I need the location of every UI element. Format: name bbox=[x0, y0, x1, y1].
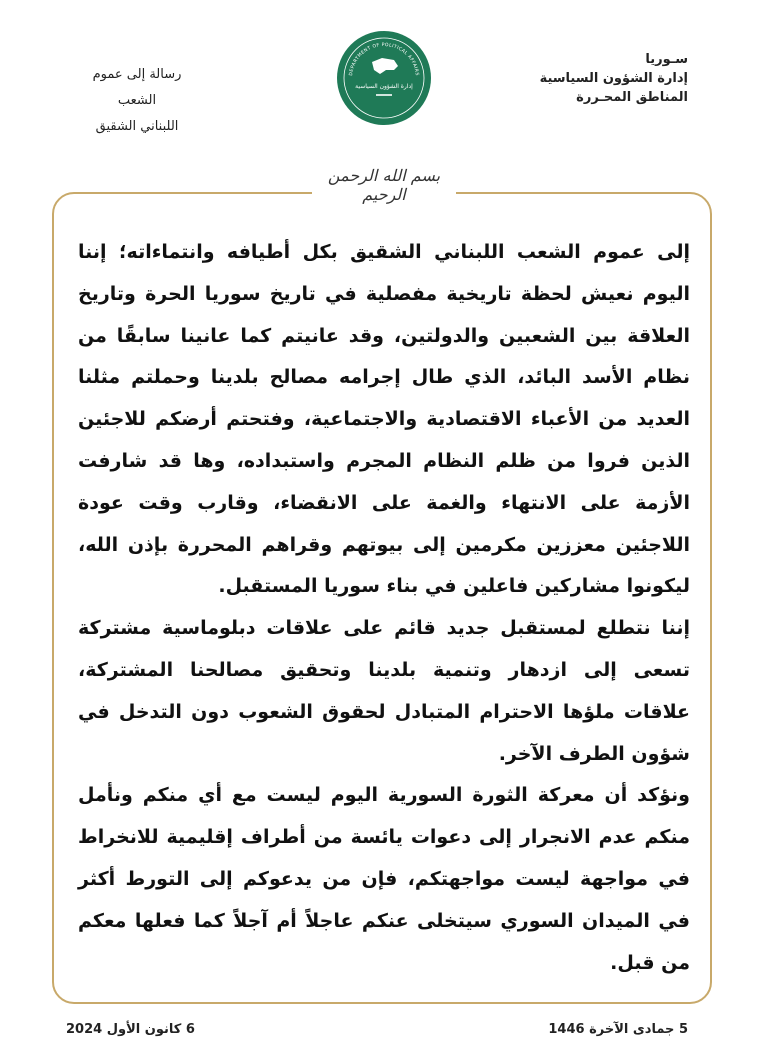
department-logo bbox=[336, 30, 432, 126]
logo-center-text: إدارة الشؤون السياسية bbox=[355, 83, 413, 90]
issuer-region: المناطق المحـررة bbox=[576, 90, 688, 105]
paragraph-3: ونؤكد أن معركة الثورة السورية اليوم ليست مع أي منكم ونأمل منكم عدم الانجرار إلى دعوات يائسة من أطراف إقليمية للانخراط في مواجهة ليست مواجهتكم، فإن من يدعوكم إلى التورط أكثر في الميدان السوري سيتخلى عنكم عاجلاً أم آجلاً كما فعلها معكم من قبل. bbox=[78, 784, 690, 974]
issuer-country: سـوريا bbox=[645, 52, 688, 67]
subject-line-1: رسالة إلى عموم الشعب bbox=[92, 67, 182, 108]
paragraph-2: إننا نتطلع لمستقبل جديد قائم على علاقات دبلوماسية مشتركة تسعى إلى ازدهار وتنمية بلدينا وتحقيق مصالحنا المشتركة، علاقات ملؤها الاحترام المتبادل لحقوق الشعوب دون التدخل في شؤون الطرف الآخر. bbox=[78, 617, 690, 765]
logo-arc-text: DEPARTMENT OF POLITICAL AFFAIRS bbox=[349, 42, 419, 77]
subject-line-2: اللبناني الشقيق bbox=[95, 119, 179, 134]
gregorian-date: 6 كانون الأول 2024 bbox=[66, 1022, 195, 1037]
paragraph-1: إلى عموم الشعب اللبناني الشقيق بكل أطيافه وانتماءاته؛ إننا اليوم نعيش لحظة تاريخية مفصلية في تاريخ سوريا الحرة وتاريخ العلاقة بين الشعبين والدولتين، وقد عانيتم كما عانينا سابقًا من نظام الأسد البائد، الذي طال إجرامه مصالح بلدينا وحملتم مثلنا العديد من الأعباء الاقتصادية والاجتماعية، وفتحتم أرضكم للاجئين الذين فروا من ظلم النظام المجرم واستبداده، وها قد شارفت الأزمة على الانتهاء والغمة على الانقضاء، وقارب وقت عودة اللاجئين معززين مكرمين إلى بيوتهم وقراهم المحررة بإذن الله، ليكونوا مشاركين فاعلين في بناء سوريا المستقبل. bbox=[78, 241, 690, 598]
letter-body bbox=[78, 232, 690, 984]
issuer-department: إدارة الشؤون السياسية bbox=[539, 71, 688, 86]
letter-subject bbox=[72, 62, 202, 140]
basmala-calligraphy: بسم الله الرحمن الرحيم bbox=[327, 166, 441, 204]
issuer-block bbox=[528, 50, 688, 107]
hijri-date: 5 جمادى الآخرة 1446 bbox=[548, 1022, 688, 1037]
logo-underline bbox=[376, 94, 392, 96]
